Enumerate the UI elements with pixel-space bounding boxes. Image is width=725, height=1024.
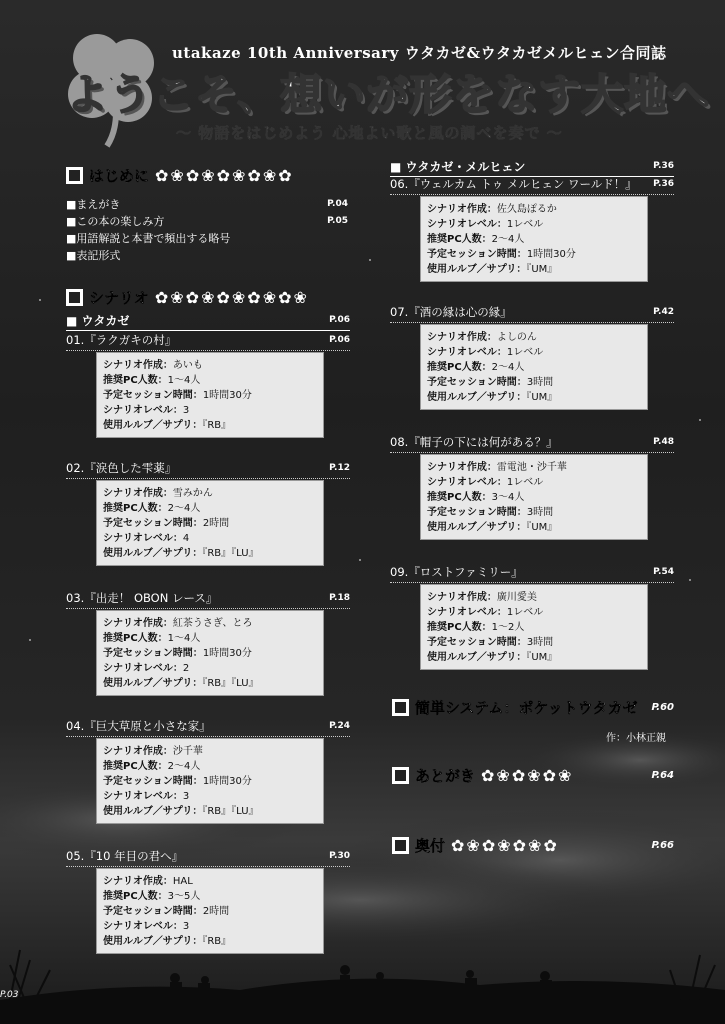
info-value: 3～4人 [491, 492, 525, 503]
scenario-page: P.48 [653, 437, 674, 447]
info-key: 使用ルルブ／サプリ： [427, 652, 527, 663]
info-row [427, 232, 647, 247]
flower-decoration-icon: ✿❀✿❀✿❀✿❀✿ [155, 165, 294, 185]
info-key: 予定セッション時間： [103, 648, 203, 659]
info-key: シナリオ作成： [103, 876, 173, 887]
section-title: あとがき [415, 766, 476, 785]
info-value: 2～4人 [167, 761, 201, 772]
list-item[interactable]: ■用語解説と本書で頻出する略号 [66, 232, 231, 245]
info-value: 雪みかん [172, 488, 213, 499]
info-key: シナリオレベル： [103, 921, 183, 932]
section-title: シナリオ [89, 288, 149, 307]
scenario-entry [390, 304, 674, 414]
info-value: 2 [182, 663, 190, 674]
info-value: 2時間 [202, 518, 230, 529]
scenario-title-text: 07.『酒の縁は心の縁』 [390, 305, 512, 319]
info-row [427, 490, 647, 505]
section-intro-heading [66, 162, 352, 188]
checkbox-icon [66, 289, 83, 306]
info-key: 予定セッション時間： [103, 906, 203, 917]
info-value: 1レベル [506, 219, 544, 230]
scenario-entry [66, 460, 350, 570]
info-value: 1レベル [506, 477, 544, 488]
scenario-title[interactable] [66, 332, 350, 351]
list-item[interactable]: ■表記形式 [66, 249, 121, 262]
info-row [103, 403, 323, 418]
scenario-page: P.18 [329, 593, 350, 603]
scenario-page: P.24 [329, 721, 350, 731]
scenario-title[interactable] [390, 564, 674, 583]
scenario-info-card [96, 480, 324, 566]
section-title: 奥付 [415, 836, 446, 855]
info-row [427, 217, 647, 232]
info-row [103, 804, 323, 819]
info-row [103, 388, 323, 403]
scenario-title[interactable] [66, 460, 350, 479]
info-value: 2～4人 [491, 362, 525, 373]
scenario-page: P.36 [653, 179, 674, 189]
info-value: 2時間 [202, 906, 230, 917]
info-row [103, 418, 323, 433]
info-key: 推奨PC人数： [427, 492, 492, 503]
author-credit: 作：小林正親 [606, 733, 666, 744]
list-item[interactable]: ■まえがき P.04 [66, 198, 348, 211]
info-key: 推奨PC人数： [427, 622, 492, 633]
scenario-title[interactable] [66, 590, 350, 609]
page-subtitle: ～ 物語をはじめよう 心地よい歌と風の調べを奏で ～ [176, 124, 563, 142]
section-title: 簡単システム：ポケットウタカゼ [415, 698, 638, 717]
scenario-title-text: 03.『出走！ OBON レース』 [66, 591, 218, 605]
info-key: 使用ルルブ／サプリ： [103, 806, 203, 817]
info-key: 使用ルルブ／サプリ： [103, 548, 203, 559]
page-number: P.03 [0, 990, 19, 1000]
section-page: P.60 [651, 701, 674, 713]
info-key: シナリオ作成： [427, 592, 497, 603]
info-key: 推奨PC人数： [103, 761, 168, 772]
anniversary-line: utakaze 10th Anniversary ウタカゼ&ウタカゼメルヒェン合同誌 [172, 44, 667, 62]
info-key: シナリオレベル： [427, 347, 507, 358]
scenario-page: P.12 [329, 463, 350, 473]
scenario-page: P.54 [653, 567, 674, 577]
info-value: 1レベル [506, 607, 544, 618]
scenario-info-card [420, 454, 648, 540]
info-row [427, 262, 647, 277]
info-row [427, 635, 647, 650]
info-key: 予定セッション時間： [427, 377, 527, 388]
scenario-page: P.42 [653, 307, 674, 317]
scenario-title[interactable] [390, 176, 674, 195]
scenario-entry [66, 718, 350, 828]
info-row [427, 475, 647, 490]
info-value: 『RB』 [202, 420, 232, 431]
info-value: あいも [172, 360, 203, 371]
checkbox-icon [392, 699, 409, 716]
info-key: 使用ルルブ／サプリ： [427, 264, 527, 275]
info-row [427, 460, 647, 475]
info-value: 『UM』 [526, 522, 558, 533]
header [0, 0, 725, 150]
scenario-title-text: 02.『涙色した雫薬』 [66, 461, 177, 475]
checkbox-icon [392, 837, 409, 854]
info-key: シナリオレベル： [427, 477, 507, 488]
info-key: 推奨PC人数： [103, 633, 168, 644]
info-key: 使用ルルブ／サプリ： [103, 678, 203, 689]
scenario-title-text: 05.『10 年目の君へ』 [66, 849, 184, 863]
scenario-info-card [96, 352, 324, 438]
scenario-title[interactable] [390, 434, 674, 453]
scenario-entry [390, 176, 674, 286]
info-value: 1レベル [506, 347, 544, 358]
info-row [427, 360, 647, 375]
scenario-info-card [420, 196, 648, 282]
info-row [427, 590, 647, 605]
scenario-entry [66, 590, 350, 700]
info-row [103, 631, 323, 646]
info-row [427, 375, 647, 390]
scenario-title-text: 06.『ウェルカム トゥ メルヒェン ワールド！』 [390, 177, 637, 191]
flower-decoration-icon: ✿❀✿❀✿❀ [481, 765, 574, 785]
info-row [427, 202, 647, 217]
scenario-entry [390, 434, 674, 544]
info-row [427, 650, 647, 665]
scenario-entry [390, 564, 674, 674]
info-key: シナリオレベル： [103, 791, 183, 802]
scenario-page: P.30 [329, 851, 350, 861]
info-key: 使用ルルブ／サプリ： [103, 420, 203, 431]
info-value: 2～4人 [491, 234, 525, 245]
scenario-entry [66, 332, 350, 442]
info-value: 『UM』 [526, 652, 558, 663]
section-simple-system-heading [392, 694, 674, 720]
info-value: 『UM』 [526, 264, 558, 275]
info-row [103, 616, 323, 631]
info-value: 『RB』『LU』 [202, 678, 259, 689]
scenario-info-card [96, 610, 324, 696]
scenario-title-text: 04.『巨大草原と小さな家』 [66, 719, 211, 733]
info-value: 3時間 [526, 637, 554, 648]
info-key: 推奨PC人数： [103, 375, 168, 386]
info-row [103, 789, 323, 804]
info-row [427, 520, 647, 535]
info-row [103, 501, 323, 516]
info-key: シナリオレベル： [427, 219, 507, 230]
info-key: 予定セッション時間： [427, 249, 527, 260]
info-value: 廣川愛美 [496, 592, 537, 603]
info-value: 『UM』 [526, 392, 558, 403]
list-item[interactable]: ■この本の楽しみ方 P.05 [66, 215, 348, 228]
info-row [103, 676, 323, 691]
info-key: シナリオ作成： [103, 488, 173, 499]
info-key: 推奨PC人数： [103, 503, 168, 514]
info-row [103, 516, 323, 531]
info-value: 3 [182, 405, 190, 416]
section-title: はじめに [89, 166, 150, 185]
info-value: 3時間 [526, 507, 554, 518]
info-key: 使用ルルブ／サプリ： [427, 392, 527, 403]
scenario-title[interactable] [66, 718, 350, 737]
info-key: シナリオ作成： [427, 462, 497, 473]
info-row [427, 345, 647, 360]
checkbox-icon [66, 167, 83, 184]
info-value: 1～2人 [491, 622, 525, 633]
info-value: 1時間30分 [202, 648, 252, 659]
info-value: 1時間30分 [526, 249, 576, 260]
info-key: シナリオレベル： [103, 405, 183, 416]
info-key: シナリオ作成： [427, 204, 497, 215]
info-value: 1時間30分 [202, 776, 252, 787]
info-key: シナリオ作成： [103, 746, 173, 757]
scenario-title[interactable] [66, 848, 350, 867]
info-key: シナリオ作成： [103, 360, 173, 371]
intro-list [66, 196, 348, 264]
scenario-info-card [96, 738, 324, 824]
info-row [103, 646, 323, 661]
info-value: 3～5人 [167, 891, 201, 902]
checkbox-icon [392, 767, 409, 784]
info-row [427, 247, 647, 262]
info-row [427, 330, 647, 345]
info-value: 4 [182, 533, 190, 544]
section-page: P.66 [651, 839, 674, 851]
info-key: 使用ルルブ／サプリ： [427, 522, 527, 533]
info-key: 使用ルルブ／サプリ： [103, 936, 203, 947]
info-row [103, 759, 323, 774]
page-title: ようこそ、想いが形をなす大地へ [66, 70, 711, 119]
info-value: 『RB』 [202, 936, 232, 947]
info-value: よしのん [496, 332, 537, 343]
scenario-title[interactable] [390, 304, 674, 323]
info-value: 1時間30分 [202, 390, 252, 401]
info-key: シナリオレベル： [427, 607, 507, 618]
info-value: 雷電池・沙千華 [496, 462, 567, 473]
scenario-title-text: 09.『ロストファミリー』 [390, 565, 523, 579]
info-value: 紅茶うさぎ、とろ [172, 618, 253, 629]
info-row [103, 486, 323, 501]
info-key: 予定セッション時間： [103, 776, 203, 787]
info-row [103, 889, 323, 904]
info-value: 3 [182, 921, 190, 932]
info-value: 3時間 [526, 377, 554, 388]
info-row [103, 661, 323, 676]
info-row [103, 358, 323, 373]
info-value: 佐久島ぽるか [496, 204, 557, 215]
scenario-info-card [420, 324, 648, 410]
info-value: 1～4人 [167, 633, 201, 644]
info-row [103, 546, 323, 561]
info-key: シナリオ作成： [103, 618, 173, 629]
landscape-silhouette [0, 930, 725, 1024]
section-page: P.64 [651, 769, 674, 781]
info-value: 『RB』『LU』 [202, 548, 259, 559]
info-value: 2～4人 [167, 503, 201, 514]
info-row [427, 605, 647, 620]
info-key: シナリオレベル： [103, 663, 183, 674]
info-row [427, 505, 647, 520]
info-row [103, 904, 323, 919]
info-row [103, 874, 323, 889]
scenario-page: P.06 [329, 335, 350, 345]
info-key: 予定セッション時間： [427, 637, 527, 648]
info-key: 推奨PC人数： [427, 362, 492, 373]
info-row [103, 531, 323, 546]
info-row [427, 620, 647, 635]
info-value: HAL [172, 876, 193, 887]
section-afterword-heading [392, 762, 674, 788]
info-key: 予定セッション時間： [427, 507, 527, 518]
scenario-title-text: 08.『帽子の下には何がある？』 [390, 435, 558, 449]
info-row [103, 774, 323, 789]
utakaze-bar: ■ ウタカゼ P.06 [66, 312, 350, 331]
info-row [103, 373, 323, 388]
info-key: 推奨PC人数： [427, 234, 492, 245]
flower-decoration-icon: ✿❀✿❀✿❀✿ [451, 835, 559, 855]
section-colophon-heading [392, 832, 674, 858]
section-scenario-heading [66, 284, 352, 310]
info-value: 3 [182, 791, 190, 802]
scenario-title-text: 01.『ラクガキの村』 [66, 333, 177, 347]
scenario-info-card [420, 584, 648, 670]
info-value: 沙千華 [172, 746, 203, 757]
info-row [103, 744, 323, 759]
flower-decoration-icon: ✿❀✿❀✿❀✿❀✿❀ [154, 287, 309, 307]
marchen-bar: ■ ウタカゼ・メルヒェン P.36 [390, 158, 674, 177]
info-key: シナリオ作成： [427, 332, 497, 343]
info-key: 予定セッション時間： [103, 390, 203, 401]
info-value: 1～4人 [167, 375, 201, 386]
info-value: 『RB』『LU』 [202, 806, 259, 817]
info-key: 推奨PC人数： [103, 891, 168, 902]
info-key: シナリオレベル： [103, 533, 183, 544]
info-key: 予定セッション時間： [103, 518, 203, 529]
info-row [427, 390, 647, 405]
